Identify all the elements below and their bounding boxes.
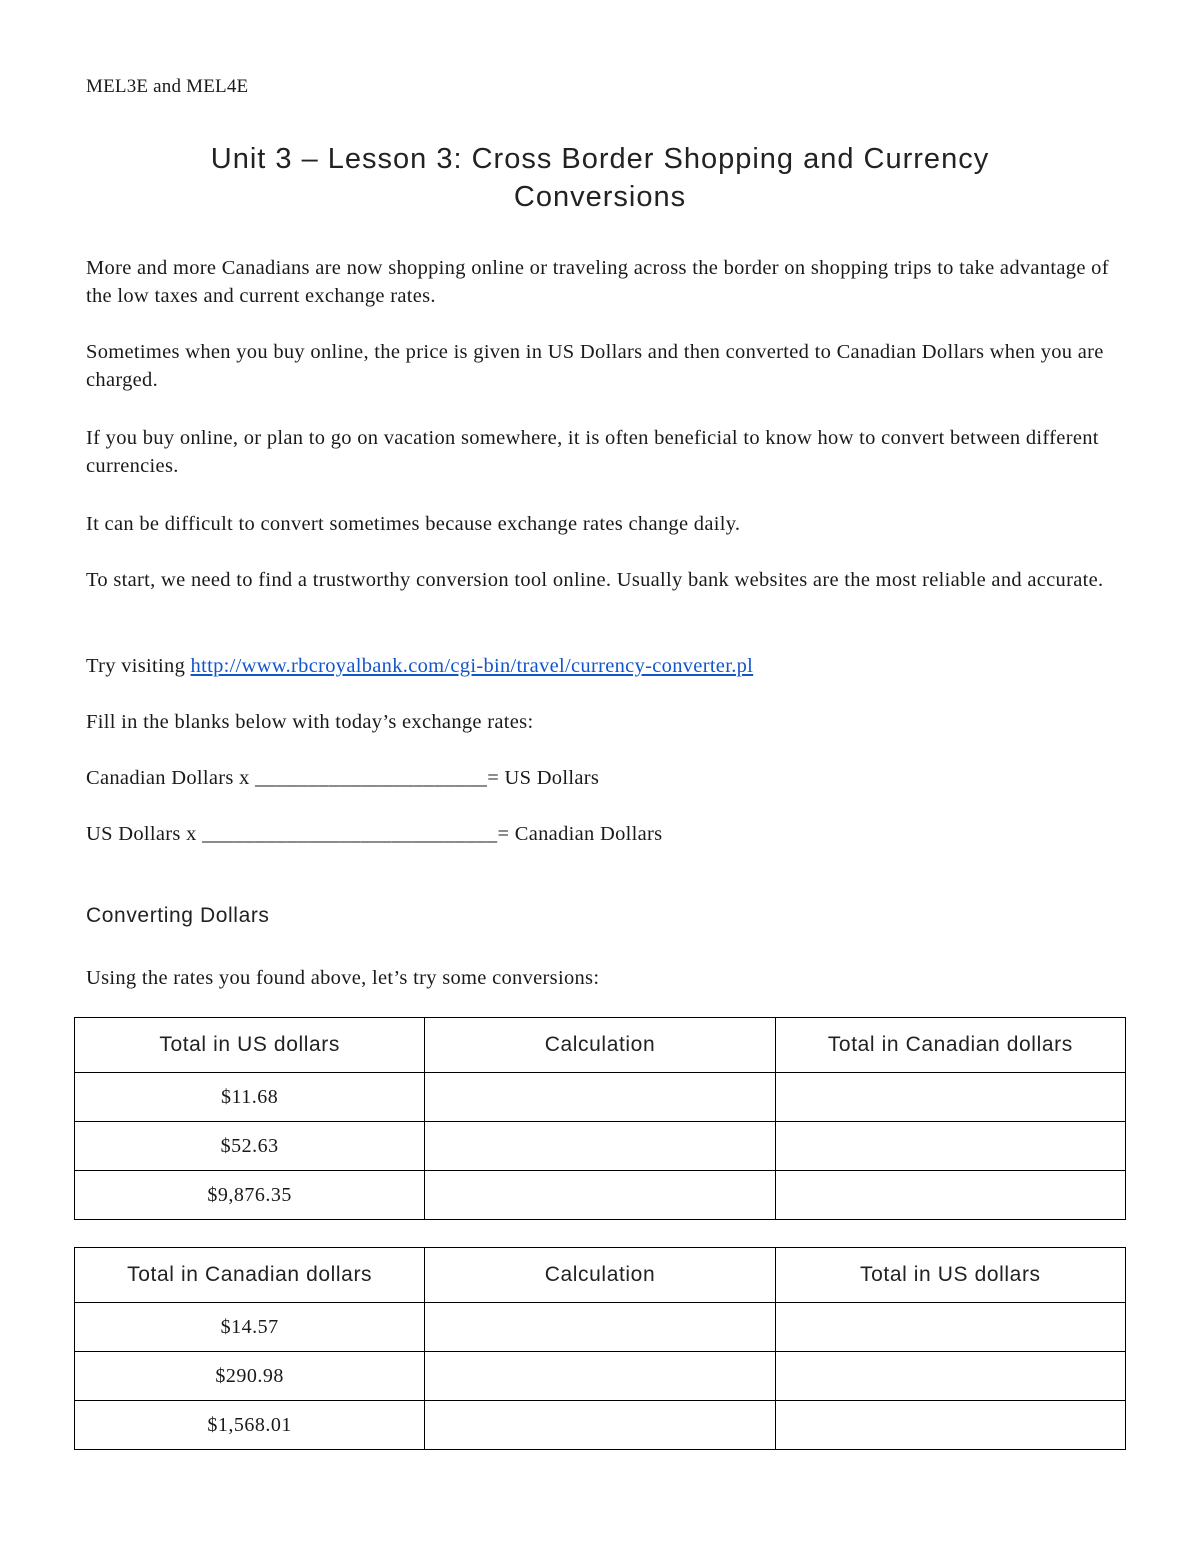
column-header: Calculation	[425, 1248, 775, 1303]
amount-cell: $290.98	[75, 1352, 425, 1401]
paragraph-convert-currencies: If you buy online, or plan to go on vacation somewhere, it is often beneficial to know how to convert between different currencies.	[86, 427, 1099, 477]
currency-converter-link[interactable]: http://www.rbcroyalbank.com/cgi-bin/travel/currency-converter.pl	[190, 655, 754, 677]
page-header: MEL3E and MEL4E	[86, 76, 249, 97]
amount-cell: $52.63	[75, 1122, 425, 1171]
page-title-line2: Conversions	[513, 181, 687, 213]
amount-cell: $1,568.01	[75, 1401, 425, 1450]
calculation-cell[interactable]	[425, 1352, 775, 1401]
calculation-cell[interactable]	[425, 1122, 775, 1171]
amount-cell: $11.68	[75, 1073, 425, 1122]
conversions-intro: Using the rates you found above, let’s try some conversions:	[86, 967, 600, 989]
try-visiting-line	[86, 652, 1116, 680]
usd-to-cad-table	[74, 1017, 1126, 1220]
page-title	[0, 140, 1200, 216]
table-row	[75, 1352, 1126, 1401]
fill-blanks-instruction: Fill in the blanks below with today’s exchange rates:	[86, 711, 534, 733]
paragraph-rates-change: It can be difficult to convert sometimes because exchange rates change daily.	[86, 513, 741, 535]
column-header: Total in Canadian dollars	[775, 1018, 1125, 1073]
result-cell[interactable]	[775, 1122, 1125, 1171]
column-header: Total in US dollars	[775, 1248, 1125, 1303]
usd-to-cad-blank: US Dollars x ____________________________= Canadian Dollars	[86, 823, 663, 845]
result-cell[interactable]	[775, 1073, 1125, 1122]
paragraph-intro: More and more Canadians are now shopping online or traveling across the border on shopping trips to take advantage of the low taxes and current exchange rates.	[86, 257, 1109, 307]
paragraph-conversion-tool: To start, we need to find a trustworthy conversion tool online. Usually bank websites are the most reliable and accurate.	[86, 569, 1104, 591]
table-header-row	[75, 1018, 1126, 1073]
table-row	[75, 1073, 1126, 1122]
table-row	[75, 1401, 1126, 1450]
column-header: Total in Canadian dollars	[75, 1248, 425, 1303]
calculation-cell[interactable]	[425, 1171, 775, 1220]
page-title-line1: Unit 3 – Lesson 3: Cross Border Shopping and Currency	[210, 143, 990, 175]
table-header-row	[75, 1248, 1126, 1303]
calculation-cell[interactable]	[425, 1401, 775, 1450]
result-cell[interactable]	[775, 1352, 1125, 1401]
table-row	[75, 1122, 1126, 1171]
table-row	[75, 1303, 1126, 1352]
column-header: Total in US dollars	[75, 1018, 425, 1073]
cad-to-usd-table	[74, 1247, 1126, 1450]
result-cell[interactable]	[775, 1171, 1125, 1220]
calculation-cell[interactable]	[425, 1303, 775, 1352]
result-cell[interactable]	[775, 1401, 1125, 1450]
result-cell[interactable]	[775, 1303, 1125, 1352]
amount-cell: $9,876.35	[75, 1171, 425, 1220]
section-heading: Converting Dollars	[86, 904, 270, 927]
try-visiting-label: Try visiting	[86, 655, 191, 677]
table-row	[75, 1171, 1126, 1220]
calculation-cell[interactable]	[425, 1073, 775, 1122]
paragraph-online-pricing: Sometimes when you buy online, the price is given in US Dollars and then converted to Canadian Dollars when you are charged.	[86, 341, 1104, 391]
cad-to-usd-blank: Canadian Dollars x ______________________= US Dollars	[86, 767, 600, 789]
amount-cell: $14.57	[75, 1303, 425, 1352]
column-header: Calculation	[425, 1018, 775, 1073]
